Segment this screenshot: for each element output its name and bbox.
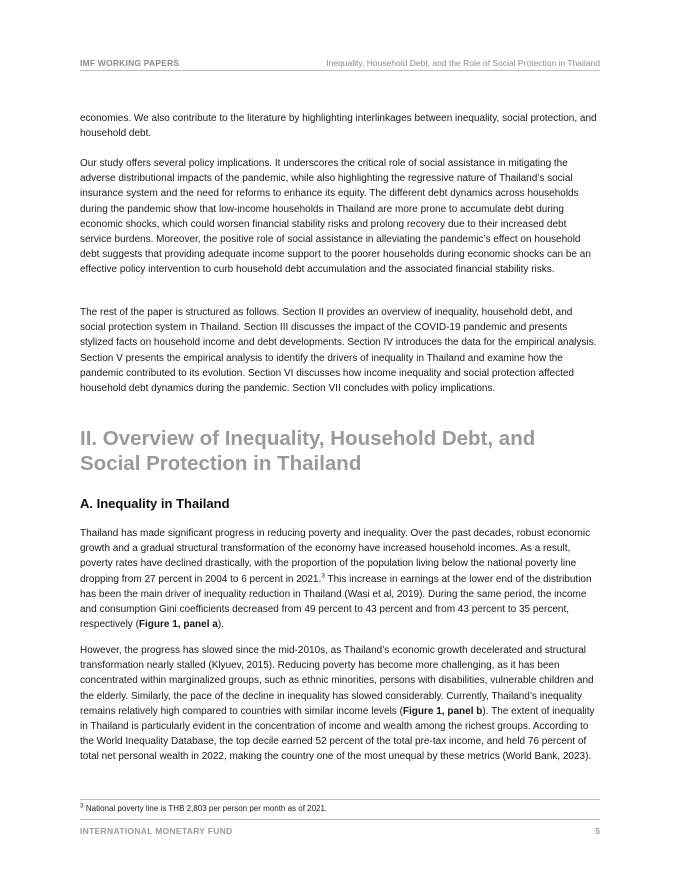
p4-text-a: Thailand has made significant progress in reducing poverty and inequality. Over the past decades, robust economic growth and a gradual structural transformation of the economy have increased household incomes. As a result, poverty rates have declined drastically, with the proportion of the population living below the national poverty line dropping from 27 percent in 2004 to 6 percent in 2021. [80,528,591,585]
footnote-divider [80,799,600,800]
footnote-ref-3[interactable]: 3 [321,572,325,580]
running-footer [80,824,600,838]
footnote-number: 3 [80,802,84,810]
figure-ref-panel-a[interactable]: Figure 1, panel a [138,619,218,631]
footnote-text: National poverty line is THB 2,803 per person per month as of 2021. [83,804,328,813]
header-divider [80,70,600,71]
footer-organization: INTERNATIONAL MONETARY FUND [80,826,233,836]
header-paper-title: Inequality, Household Debt, and the Role of Social Protection in Thailand [326,58,600,68]
figure-ref-panel-b[interactable]: Figure 1, panel b [402,705,483,717]
page-number: 5 [595,826,600,836]
p5-text-a: However, the progress has slowed since the mid-2010s, as Thailand’s economic growth decelerated and structural transformation nearly stalled (Klyuev, 2015). Reducing poverty has become more challenging, as it has been concentrated within marginalized groups, such as ethnic minorities, persons with disabilities, vulnerable children and the elderly. Similarly, the pace of the decline in inequality has slowed considerably. Currently, Thailand’s inequality remains relatively high compared to countries with similar income levels ( [80,645,594,717]
paragraph-progress-slowed [80,643,600,765]
p5-text-b: ). The extent of inequality in Thailand is particularly evident in the concentration of income and wealth among the richest groups. According to the World Inequality Database, the top decile earned 52 percent of the total pre-tax income, and held 76 percent of total net personal wealth in 2022, making the country one of the most unequal by these metrics (World Bank, 2023). [80,705,595,763]
running-header [80,55,600,71]
footer-divider [80,819,600,820]
header-series-title: IMF WORKING PAPERS [80,58,180,68]
p4-text-c: ). [217,619,224,631]
paragraph-contributions: economies. We also contribute to the literature by highlighting interlinkages between inequality, social protection, and household debt. [80,113,597,140]
paragraph-inequality-progress [80,526,600,632]
paragraph-paper-structure: The rest of the paper is structured as follows. Section II provides an overview of inequality, household debt, and social protection system in Thailand. Section III discusses the impact of the COVID-19 pandemic and presents stylized facts on household income and debt developments. Section IV introduces the data for the empirical analysis. Section V presents the empirical analysis to identify the drivers of inequality in Thailand and examine how the pandemic contributed to its evolution. Section VI discusses how income inequality and social protection affected household debt dynamics during the pandemic. Section VII concludes with policy implications. [80,307,597,395]
subsection-title: A. Inequality in Thailand [80,496,230,511]
p4-text-b: This increase in earnings at the lower end of the distribution has been the main driver of inequality reduction in Thailand (Wasi et al, 2019). During the same period, the income and consumption Gini coefficients decreased from 49 percent to 43 percent and from 43 percent to 35 percent, respectively ( [80,573,592,631]
section-title: II. Overview of Inequality, Household Debt, and Social Protection in Thailand [80,427,536,475]
paragraph-policy-implications: Our study offers several policy implications. It underscores the critical role of social assistance in mitigating the adverse distributional impacts of the pandemic, while also highlighting the regressive nature of Thailand’s social insurance system and the need for reforms to enhance its equity. The different debt dynamics across households during the pandemic show that low-income households in Thailand are more prone to accumulate debt during economic shocks, which could worsen financial stability risks and prolong recovery due to their increased debt service burdens. Moreover, the positive role of social assistance in alleviating the pandemic’s effect on household debt suggests that providing adequate income support to the poorer households during economic shocks can be an effective policy intervention to curb household debt accumulation and the associated financial stability risks. [80,158,591,276]
footnote-3 [80,803,600,814]
